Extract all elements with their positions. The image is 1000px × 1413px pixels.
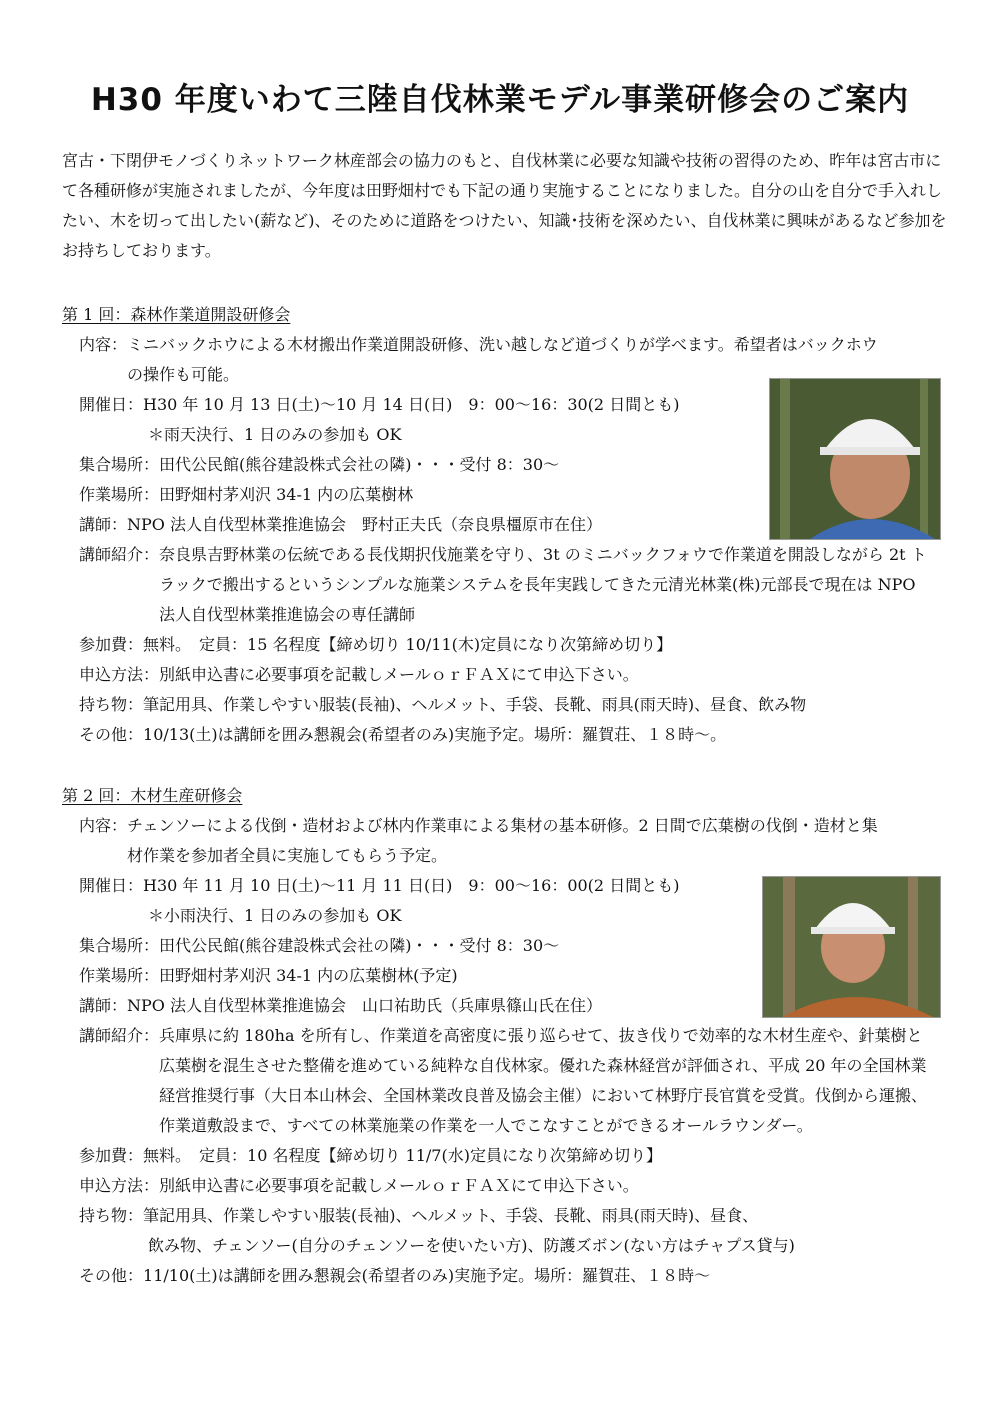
- session-2-date-note: ＊小雨決行、1 日のみの参加も OK: [148, 906, 402, 925]
- session-2-heading: 第 2 回：木材生産研修会: [62, 786, 243, 805]
- session-2-items: 持ち物： 筆記用具、作業しやすい服装(長袖)、ヘルメット、手袋、長靴、雨具(雨天時)、昼食、: [79, 1206, 759, 1225]
- lecturer-2-photo: [762, 876, 941, 1018]
- session-1-work: 作業場所： 田野畑村茅刈沢 34-1 内の広葉樹林: [79, 485, 414, 504]
- session-1-lecturer: 講師： NPO 法人自伐型林業推進協会 野村正夫氏（奈良県橿原市在住）: [79, 515, 602, 534]
- session-1-other: その他： 10/13(土)は講師を囲み懇親会(希望者のみ)実施予定。場所：羅賀荘、１８時～。: [79, 725, 727, 744]
- session-1-fee: 参加費： 無料。 定員：15 名程度【締め切り 10/11(木)定員になり次第締め切り】: [79, 635, 673, 654]
- session-1-date: 開催日： H30 年 10 月 13 日(土)～10 月 14 日(日) 9：00～16：30(2 日間とも): [79, 395, 680, 414]
- lecturer-1-photo: [769, 378, 941, 540]
- session-1-meeting: 集合場所： 田代公民館(熊谷建設株式会社の隣)・・・受付 8：30～: [79, 455, 560, 474]
- session-1-items: 持ち物： 筆記用具、作業しやすい服装(長袖)、ヘルメット、手袋、長靴、雨具(雨天時)、昼食、飲み物: [79, 695, 807, 714]
- intro-paragraph: 宮古・下閉伊モノづくりネットワーク林産部会の協力のもと、自伐林業に必要な知識や技術の習得のため、昨年は宮古市にて各種研修が実施されましたが、今年度は田野畑村でも下記の通り実施することになりました。自分の山を自分で手入れしたい、木を切って出したい(薪など)、そのために道路をつけたい、知識･技術を深めたい、自伐林業に興味があるなど参加をお持ちしております。: [62, 151, 947, 260]
- session-2-meeting: 集合場所： 田代公民館(熊谷建設株式会社の隣)・・・受付 8：30～: [79, 936, 560, 955]
- session-2-work: 作業場所： 田野畑村茅刈沢 34-1 内の広葉樹林(予定): [79, 966, 458, 985]
- session-2-other: その他： 11/10(土)は講師を囲み懇親会(希望者のみ)実施予定。場所：羅賀荘、１８時～: [79, 1266, 711, 1285]
- session-2-items-line2: 飲み物、チェンソー(自分のチェンソーを使いたい方)、防護ズボン(ない方はチャプス貸与): [148, 1236, 795, 1255]
- session-1-apply: 申込方法： 別紙申込書に必要事項を記載しメールｏｒＦＡＸにて申込下さい。: [79, 665, 639, 684]
- session-2-lecturer-intro: 講師紹介： 兵庫県に約 180ha を所有し、作業道を高密度に張り巡らせて、抜き伐りで効率的な木材生産や、針葉樹と広葉樹を混生させた整備を進めている純粋な自伐林家。優れた森林経営が評価され、平成 20 年の全国林業経営推奨行事（大日本山林会、全国林業改良普及協会主催）において林野庁長官賞を受賞。伐倒から運搬、作業道敷設まで、すべての林業施業の作業を一人でこなすことができるオールラウンダー。: [79, 1026, 928, 1135]
- session-2-date: 開催日： H30 年 11 月 10 日(土)～11 月 11 日(日) 9：00～16：00(2 日間とも): [79, 876, 680, 895]
- page-title: H30 年度いわて三陸自伐林業モデル事業研修会のご案内: [90, 82, 910, 118]
- session-1-lecturer-intro: 講師紹介： 奈良県吉野林業の伝統である長伐期択伐施業を守り、3t のミニバックフォウで作業道を開設しながら 2t トラックで搬出するというシンプルな施業システムを長年実践してきた元清光林業(株)元部長で現在は NPO 法人自伐型林業推進協会の専任講師: [79, 545, 927, 624]
- lecturer-photo-icon: [770, 379, 940, 539]
- session-1-date-note: ＊雨天決行、1 日のみの参加も OK: [148, 425, 402, 444]
- session-1-heading: 第 1 回：森林作業道開設研修会: [62, 305, 291, 324]
- session-1-content: 内容： ミニバックホウによる木材搬出作業道開設研修、洗い越しなど道づくりが学べます。希望者はバックホウの操作も可能。: [79, 335, 878, 384]
- session-2: [62, 781, 947, 1291]
- session-2-lecturer: 講師： NPO 法人自伐型林業推進協会 山口祐助氏（兵庫県篠山氏在住）: [79, 996, 602, 1015]
- lecturer-photo-icon: [763, 877, 940, 1017]
- session-2-content: 内容： チェンソーによる伐倒・造材および林内作業車による集材の基本研修。2 日間で広葉樹の伐倒・造材と集材作業を参加者全員に実施してもらう予定。: [79, 816, 878, 865]
- session-2-fee: 参加費： 無料。 定員：10 名程度【締め切り 11/7(水)定員になり次第締め切り】: [79, 1146, 662, 1165]
- session-2-apply: 申込方法： 別紙申込書に必要事項を記載しメールｏｒＦＡＸにて申込下さい。: [79, 1176, 639, 1195]
